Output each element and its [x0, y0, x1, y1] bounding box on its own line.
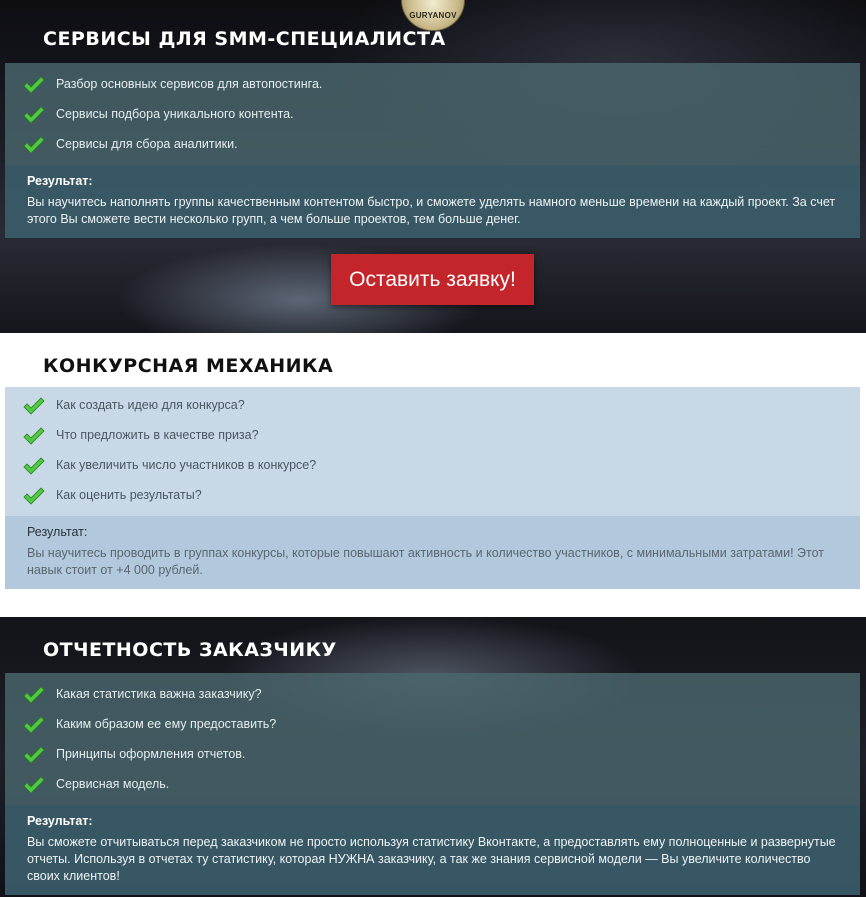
result-label: Результат: — [27, 525, 88, 539]
checkmark-icon — [23, 106, 45, 124]
result-label: Результат: — [27, 814, 93, 828]
list-item — [5, 739, 860, 769]
result-label: Результат: — [27, 174, 93, 188]
section-title: СЕРВИСЫ ДЛЯ SMM-СПЕЦИАЛИСТА — [43, 28, 446, 50]
checkmark-icon — [23, 397, 45, 415]
list-item-label: Разбор основных сервисов для автопостинга. — [56, 77, 323, 91]
checkmark-icon — [23, 487, 45, 505]
checkmark-icon — [23, 686, 45, 704]
section-panel — [5, 673, 860, 895]
topic-list — [5, 387, 860, 516]
checkmark-icon — [23, 457, 45, 475]
result-block — [5, 805, 860, 895]
checkmark-icon — [23, 136, 45, 154]
list-item-label: Сервисы подбора уникального контента. — [56, 107, 294, 121]
list-item — [5, 390, 860, 420]
list-item — [5, 709, 860, 739]
result-block — [5, 165, 860, 238]
checkmark-icon — [23, 427, 45, 445]
list-item — [5, 480, 860, 510]
brand-logo — [401, 0, 465, 31]
result-text: Вы сможете отчитываться перед заказчиком не просто используя статистику Вконтакте, а предоставлять ему полноценные и развернутые отчеты. Используя в отчетах ту статистику, которая НУЖНА заказчику, а так же знания сервисной модели — Вы увеличите количество своих клиентов! — [27, 835, 836, 883]
list-item-label: Сервисы для сбора аналитики. — [56, 137, 238, 151]
submit-application-button[interactable]: Оставить заявку! — [331, 254, 534, 305]
list-item-label: Как создать идею для конкурса? — [56, 398, 245, 412]
section-panel — [5, 387, 860, 589]
result-text: Вы научитесь наполнять группы качественным контентом быстро, и сможете уделять намного меньше времени на каждый проект. За счет этого Вы сможете вести несколько групп, а чем больше проектов, тем больше денег. — [27, 195, 836, 226]
list-item — [5, 420, 860, 450]
checkmark-icon — [23, 76, 45, 94]
checkmark-icon — [23, 746, 45, 764]
section-smm-services — [0, 0, 866, 333]
list-item — [5, 129, 860, 159]
list-item-label: Сервисная модель. — [56, 777, 170, 791]
result-text: Вы научитесь проводить в группах конкурсы, которые повышают активность и количество участников, с минимальными затратами! Этот навык стоит от +4 000 рублей. — [27, 546, 825, 577]
list-item — [5, 69, 860, 99]
result-block — [5, 516, 860, 589]
list-item-label: Каким образом ее ему предоставить? — [56, 717, 277, 731]
list-item-label: Какая статистика важна заказчику? — [56, 687, 262, 701]
topic-list — [5, 63, 860, 165]
checkmark-icon — [23, 716, 45, 734]
section-panel — [5, 63, 860, 238]
list-item — [5, 679, 860, 709]
brand-logo-text: GURYANOV — [409, 11, 457, 20]
list-item-label: Как увеличить число участников в конкурсе? — [56, 458, 317, 472]
list-item — [5, 450, 860, 480]
section-title: КОНКУРСНАЯ МЕХАНИКА — [43, 355, 334, 377]
list-item-label: Как оценить результаты? — [56, 488, 202, 502]
section-contest-mechanics — [0, 333, 866, 617]
section-client-reporting — [0, 617, 866, 897]
list-item — [5, 99, 860, 129]
list-item-label: Что предложить в качестве приза? — [56, 428, 259, 442]
checkmark-icon — [23, 776, 45, 794]
list-item — [5, 769, 860, 799]
topic-list — [5, 673, 860, 805]
section-title: ОТЧЕТНОСТЬ ЗАКАЗЧИКУ — [43, 639, 337, 661]
list-item-label: Принципы оформления отчетов. — [56, 747, 246, 761]
